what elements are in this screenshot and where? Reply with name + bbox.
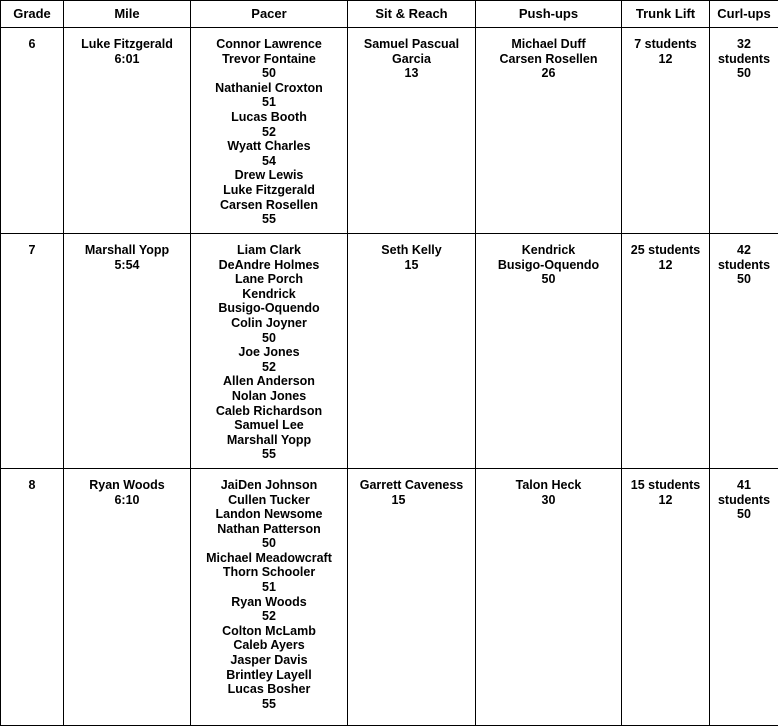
cell-sit-reach: [348, 234, 476, 469]
header-row: [1, 1, 778, 28]
table-row: [1, 28, 778, 234]
cell-line: 55: [194, 212, 344, 227]
cell-trunk-lift: [622, 234, 710, 469]
cell-line: Garcia: [351, 52, 472, 67]
cell-line: Busigo-Oquendo: [479, 258, 618, 273]
cell-line: Carsen Rosellen: [194, 198, 344, 213]
cell-line: 55: [194, 447, 344, 462]
cell-line: Caleb Ayers: [194, 638, 344, 653]
column-header-sit-reach: Sit & Reach: [348, 1, 476, 28]
cell-line: 50: [713, 66, 775, 81]
cell-line: Lucas Booth: [194, 110, 344, 125]
cell-line: Marshall Yopp: [67, 243, 187, 258]
cell-push-ups: [476, 234, 622, 469]
cell-line: Kendrick: [479, 243, 618, 258]
cell-line: 12: [625, 258, 706, 273]
cell-grade: 7: [1, 234, 64, 469]
cell-trunk-lift: [622, 468, 710, 725]
cell-line: JaiDen Johnson: [194, 478, 344, 493]
cell-line: 51: [194, 580, 344, 595]
cell-line: 52: [194, 609, 344, 624]
cell-mile: [64, 468, 191, 725]
cell-pacer: [191, 234, 348, 469]
cell-line: students: [713, 52, 775, 67]
cell-line: 55: [194, 697, 344, 712]
cell-line: Allen Anderson: [194, 374, 344, 389]
table-header: [1, 1, 778, 28]
cell-line: Lucas Bosher: [194, 682, 344, 697]
cell-line: 30: [479, 493, 618, 508]
cell-line: Talon Heck: [479, 478, 618, 493]
cell-grade: 6: [1, 28, 64, 234]
cell-line: Drew Lewis: [194, 168, 344, 183]
cell-line: Connor Lawrence: [194, 37, 344, 52]
cell-line: Wyatt Charles: [194, 139, 344, 154]
cell-line: 25 students: [625, 243, 706, 258]
cell-line: 7 students: [625, 37, 706, 52]
cell-pacer: [191, 468, 348, 725]
cell-curl-ups: [710, 234, 778, 469]
cell-line: Samuel Pascual: [351, 37, 472, 52]
cell-line: Cullen Tucker: [194, 493, 344, 508]
table-body: [1, 28, 778, 726]
cell-push-ups: [476, 28, 622, 234]
cell-line: 50: [194, 331, 344, 346]
cell-line: Nathan Patterson: [194, 522, 344, 537]
cell-sit-reach: [348, 468, 476, 725]
cell-line: 41: [713, 478, 775, 493]
cell-line: Nolan Jones: [194, 389, 344, 404]
cell-line: 26: [479, 66, 618, 81]
cell-line: Michael Meadowcraft: [194, 551, 344, 566]
table-row: [1, 468, 778, 725]
cell-line: Liam Clark: [194, 243, 344, 258]
cell-line: Michael Duff: [479, 37, 618, 52]
cell-line: Seth Kelly: [351, 243, 472, 258]
cell-line: 15: [351, 258, 472, 273]
column-header-trunk-lift: Trunk Lift: [622, 1, 710, 28]
cell-line: Caleb Richardson: [194, 404, 344, 419]
cell-line: 50: [194, 536, 344, 551]
cell-line: 54: [194, 154, 344, 169]
table-row: [1, 234, 778, 469]
cell-line: 6:10: [67, 493, 187, 508]
cell-line: Colton McLamb: [194, 624, 344, 639]
cell-grade: 8: [1, 468, 64, 725]
cell-curl-ups: [710, 468, 778, 725]
cell-line: 13: [351, 66, 472, 81]
column-header-grade: Grade: [1, 1, 64, 28]
cell-line: 12: [625, 52, 706, 67]
cell-line: 50: [713, 507, 775, 522]
cell-sit-reach: [348, 28, 476, 234]
column-header-pacer: Pacer: [191, 1, 348, 28]
cell-line: Brintley Layell: [194, 668, 344, 683]
cell-line: Garrett Caveness: [351, 478, 472, 493]
cell-line: Marshall Yopp: [194, 433, 344, 448]
cell-curl-ups: [710, 28, 778, 234]
cell-line: 50: [194, 66, 344, 81]
cell-mile: [64, 234, 191, 469]
cell-trunk-lift: [622, 28, 710, 234]
cell-line: students: [713, 493, 775, 508]
cell-line: Kendrick: [194, 287, 344, 302]
cell-line: Joe Jones: [194, 345, 344, 360]
cell-line: Luke Fitzgerald: [194, 183, 344, 198]
cell-line: 15: [351, 493, 472, 508]
cell-line: Thorn Schooler: [194, 565, 344, 580]
cell-line: 5:54: [67, 258, 187, 273]
cell-line: DeAndre Holmes: [194, 258, 344, 273]
cell-push-ups: [476, 468, 622, 725]
cell-line: Nathaniel Croxton: [194, 81, 344, 96]
cell-line: 6:01: [67, 52, 187, 67]
cell-line: students: [713, 258, 775, 273]
cell-line: 15 students: [625, 478, 706, 493]
cell-mile: [64, 28, 191, 234]
column-header-mile: Mile: [64, 1, 191, 28]
cell-line: Ryan Woods: [194, 595, 344, 610]
cell-line: Busigo-Oquendo: [194, 301, 344, 316]
cell-line: 12: [625, 493, 706, 508]
cell-line: 51: [194, 95, 344, 110]
cell-line: 42: [713, 243, 775, 258]
column-header-curl-ups: Curl-ups: [710, 1, 778, 28]
cell-line: Samuel Lee: [194, 418, 344, 433]
cell-line: 52: [194, 125, 344, 140]
cell-line: Carsen Rosellen: [479, 52, 618, 67]
cell-line: Luke Fitzgerald: [67, 37, 187, 52]
cell-line: Lane Porch: [194, 272, 344, 287]
cell-line: 50: [479, 272, 618, 287]
cell-line: Trevor Fontaine: [194, 52, 344, 67]
cell-line: Landon Newsome: [194, 507, 344, 522]
cell-line: 32: [713, 37, 775, 52]
cell-line: Ryan Woods: [67, 478, 187, 493]
cell-line: Colin Joyner: [194, 316, 344, 331]
cell-line: 52: [194, 360, 344, 375]
cell-pacer: [191, 28, 348, 234]
column-header-push-ups: Push-ups: [476, 1, 622, 28]
cell-line: 50: [713, 272, 775, 287]
cell-line: Jasper Davis: [194, 653, 344, 668]
